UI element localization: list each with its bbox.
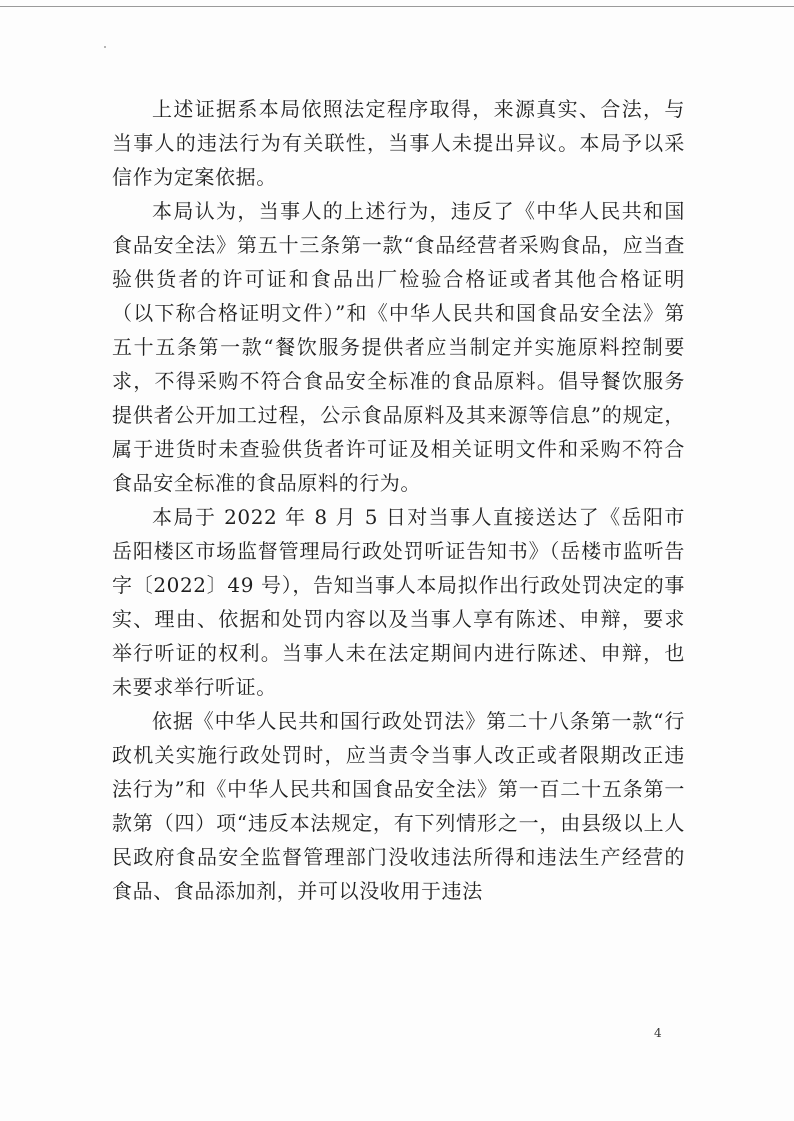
scan-speck (104, 46, 106, 48)
document-body (112, 92, 685, 908)
paragraph-violation: 本局认为，当事人的上述行为，违反了《中华人民共和国食品安全法》第五十三条第一款“食品经营者采购食品，应当查验供货者的许可证和食品出厂检验合格证或者其他合格证明（以下称合格证明文件）”和《中华人民共和国食品安全法》第五十五条第一款“餐饮服务提供者应当制定并实施原料控制要求，不得采购不符合食品安全标准的食品原料。倡导餐饮服务提供者公开加工过程，公示食品原料及其来源等信息”的规定，属于进货时未查验供货者许可证及相关证明文件和采购不符合食品安全标准的食品原料的行为。 (112, 199, 685, 495)
paragraph-hearing-notice: 本局于 2022 年 8 月 5 日对当事人直接送达了《岳阳市岳阳楼区市场监督管理局行政处罚听证告知书》（岳楼市监听告字〔2022〕49 号），告知当事人本局拟作出行政处罚决定的事实、理由、依据和处罚内容以及当事人享有陈述、申辩，要求举行听证的权利。当事人未在法定期间内进行陈述、申辩，也未要求举行听证。 (112, 505, 685, 699)
page-number: 4 (654, 1026, 662, 1040)
paragraph-evidence: 上述证据系本局依照法定程序取得，来源真实、合法，与当事人的违法行为有关联性，当事人未提出异议。本局予以采信作为定案依据。 (112, 97, 685, 189)
page-top-edge (0, 6, 794, 7)
paragraph-legal-basis: 依据《中华人民共和国行政处罚法》第二十八条第一款“行政机关实施行政处罚时，应当责令当事人改正或者限期改正违法行为”和《中华人民共和国食品安全法》第一百二十五条第一款第（四）项“违反本法规定，有下列情形之一，由县级以上人民政府食品安全监督管理部门没收违法所得和违法生产经营的食品、食品添加剂，并可以没收用于违法 (112, 709, 685, 903)
